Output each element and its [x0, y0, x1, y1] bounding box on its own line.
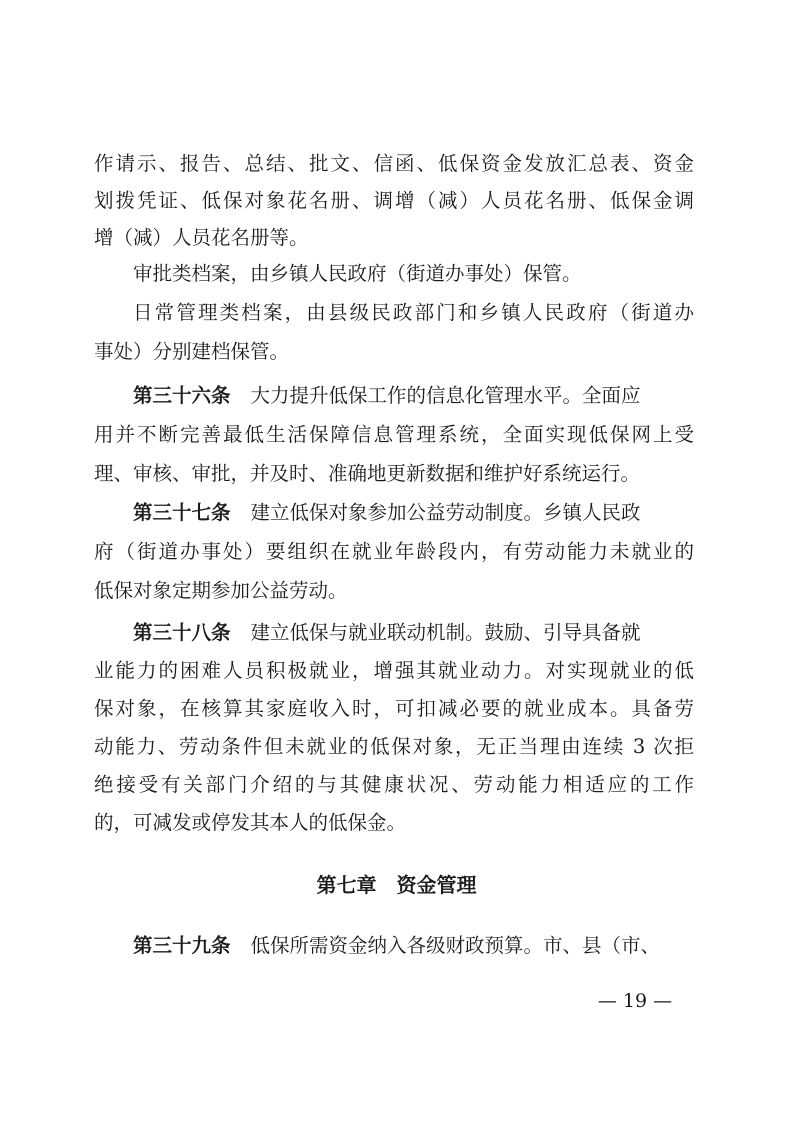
text-line: 低保对象定期参加公益劳动。 [94, 579, 348, 602]
page-number: — 19 — [597, 990, 673, 1012]
article-39 [133, 930, 694, 962]
text-line: 府（街道办事处）要组织在就业年龄段内，有劳动能力未就业的 [94, 540, 694, 563]
text-line: 动能力、劳动条件但未就业的低保对象，无正当理由连续 3 次拒 [94, 735, 694, 758]
paragraph-daily-archives: 日常管理类档案，由县级民政部门和乡镇人民政府（街道办 [133, 301, 694, 324]
article-text: 低保所需资金纳入各级财政预算。市、县（市、 [250, 934, 661, 957]
article-text: 建立低保与就业联动机制。鼓励、引导具备就 [250, 621, 641, 644]
text-line: 增（减）人员花名册等。 [94, 226, 309, 249]
chapter-title: 资金管理 [396, 873, 477, 897]
text-line: 用并不断完善最低生活保障信息管理系统，全面实现低保网上受 [94, 423, 694, 446]
article-label: 第三十六条 [133, 384, 231, 407]
text-line: 理、审核、审批，并及时、准确地更新数据和维护好系统运行。 [94, 462, 641, 485]
article-label: 第三十九条 [133, 934, 231, 957]
article-36 [133, 380, 694, 412]
chapter-number: 第七章 [316, 873, 377, 897]
chapter-heading [0, 868, 793, 902]
article-37 [133, 497, 694, 529]
article-38 [133, 617, 694, 649]
text-line: 保对象，在核算其家庭收入时，可扣减必要的就业成本。具备劳 [94, 697, 694, 720]
text-line: 绝接受有关部门介绍的与其健康状况、劳动能力相适应的工作 [94, 773, 694, 796]
text-line: 的，可减发或停发其本人的低保金。 [94, 811, 407, 834]
text-line: 作请示、报告、总结、批文、信函、低保资金发放汇总表、资金 [94, 152, 694, 175]
text-line: 划拨凭证、低保对象花名册、调增（减）人员花名册、低保金调 [94, 189, 694, 212]
article-text: 大力提升低保工作的信息化管理水平。全面应 [250, 384, 641, 407]
article-label: 第三十八条 [133, 621, 231, 644]
paragraph-approval-archives: 审批类档案，由乡镇人民政府（街道办事处）保管。 [133, 262, 582, 285]
text-line: 事处）分别建档保管。 [94, 340, 290, 363]
text-line: 业能力的困难人员积极就业，增强其就业动力。对实现就业的低 [94, 659, 694, 682]
article-text: 建立低保对象参加公益劳动制度。乡镇人民政 [250, 501, 641, 524]
article-label: 第三十七条 [133, 501, 231, 524]
